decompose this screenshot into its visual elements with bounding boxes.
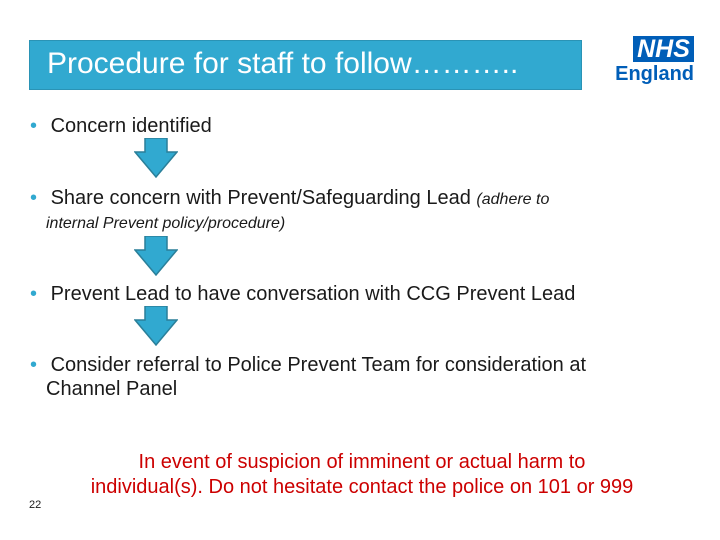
warning-note-line: individual(s). Do not hesitate contact the police on 101 or 999	[90, 476, 634, 498]
bullet-continuation: Channel Panel	[46, 378, 178, 400]
down-arrow-icon	[134, 236, 178, 276]
nhs-england-logo	[614, 36, 694, 88]
bullet-prevent-lead	[30, 282, 575, 306]
warning-note-line: In event of suspicion of imminent or actual harm to	[138, 451, 586, 473]
england-logo-text: England	[615, 63, 694, 85]
warning-note	[30, 450, 694, 500]
page-number: 22	[29, 499, 42, 511]
bullet-aside: (adhere to	[476, 191, 550, 208]
bullet-text: Prevent Lead to have conversation with CCG Prevent Lead	[50, 283, 576, 305]
bullet-share-concern	[30, 186, 549, 212]
bullet-marker: •	[30, 283, 38, 305]
bullet-text: Consider referral to Police Prevent Team for consideration at	[50, 354, 587, 376]
page-title: Procedure for staff to follow………..	[47, 47, 519, 80]
bullet-concern-identified	[30, 114, 212, 138]
bullet-marker: •	[30, 187, 38, 209]
bullet-marker: •	[30, 354, 38, 376]
nhs-logo-box: NHS	[633, 36, 694, 62]
down-arrow-icon	[134, 138, 178, 178]
bullet-text: Share concern with Prevent/Safeguarding Lead	[50, 187, 471, 209]
title-bar	[29, 40, 582, 90]
bullet-continuation: internal Prevent policy/procedure)	[46, 215, 286, 232]
bullet-text: Concern identified	[50, 115, 212, 137]
bullet-marker: •	[30, 115, 38, 137]
down-arrow-icon	[134, 306, 178, 346]
bullet-consider-referral	[30, 353, 586, 377]
